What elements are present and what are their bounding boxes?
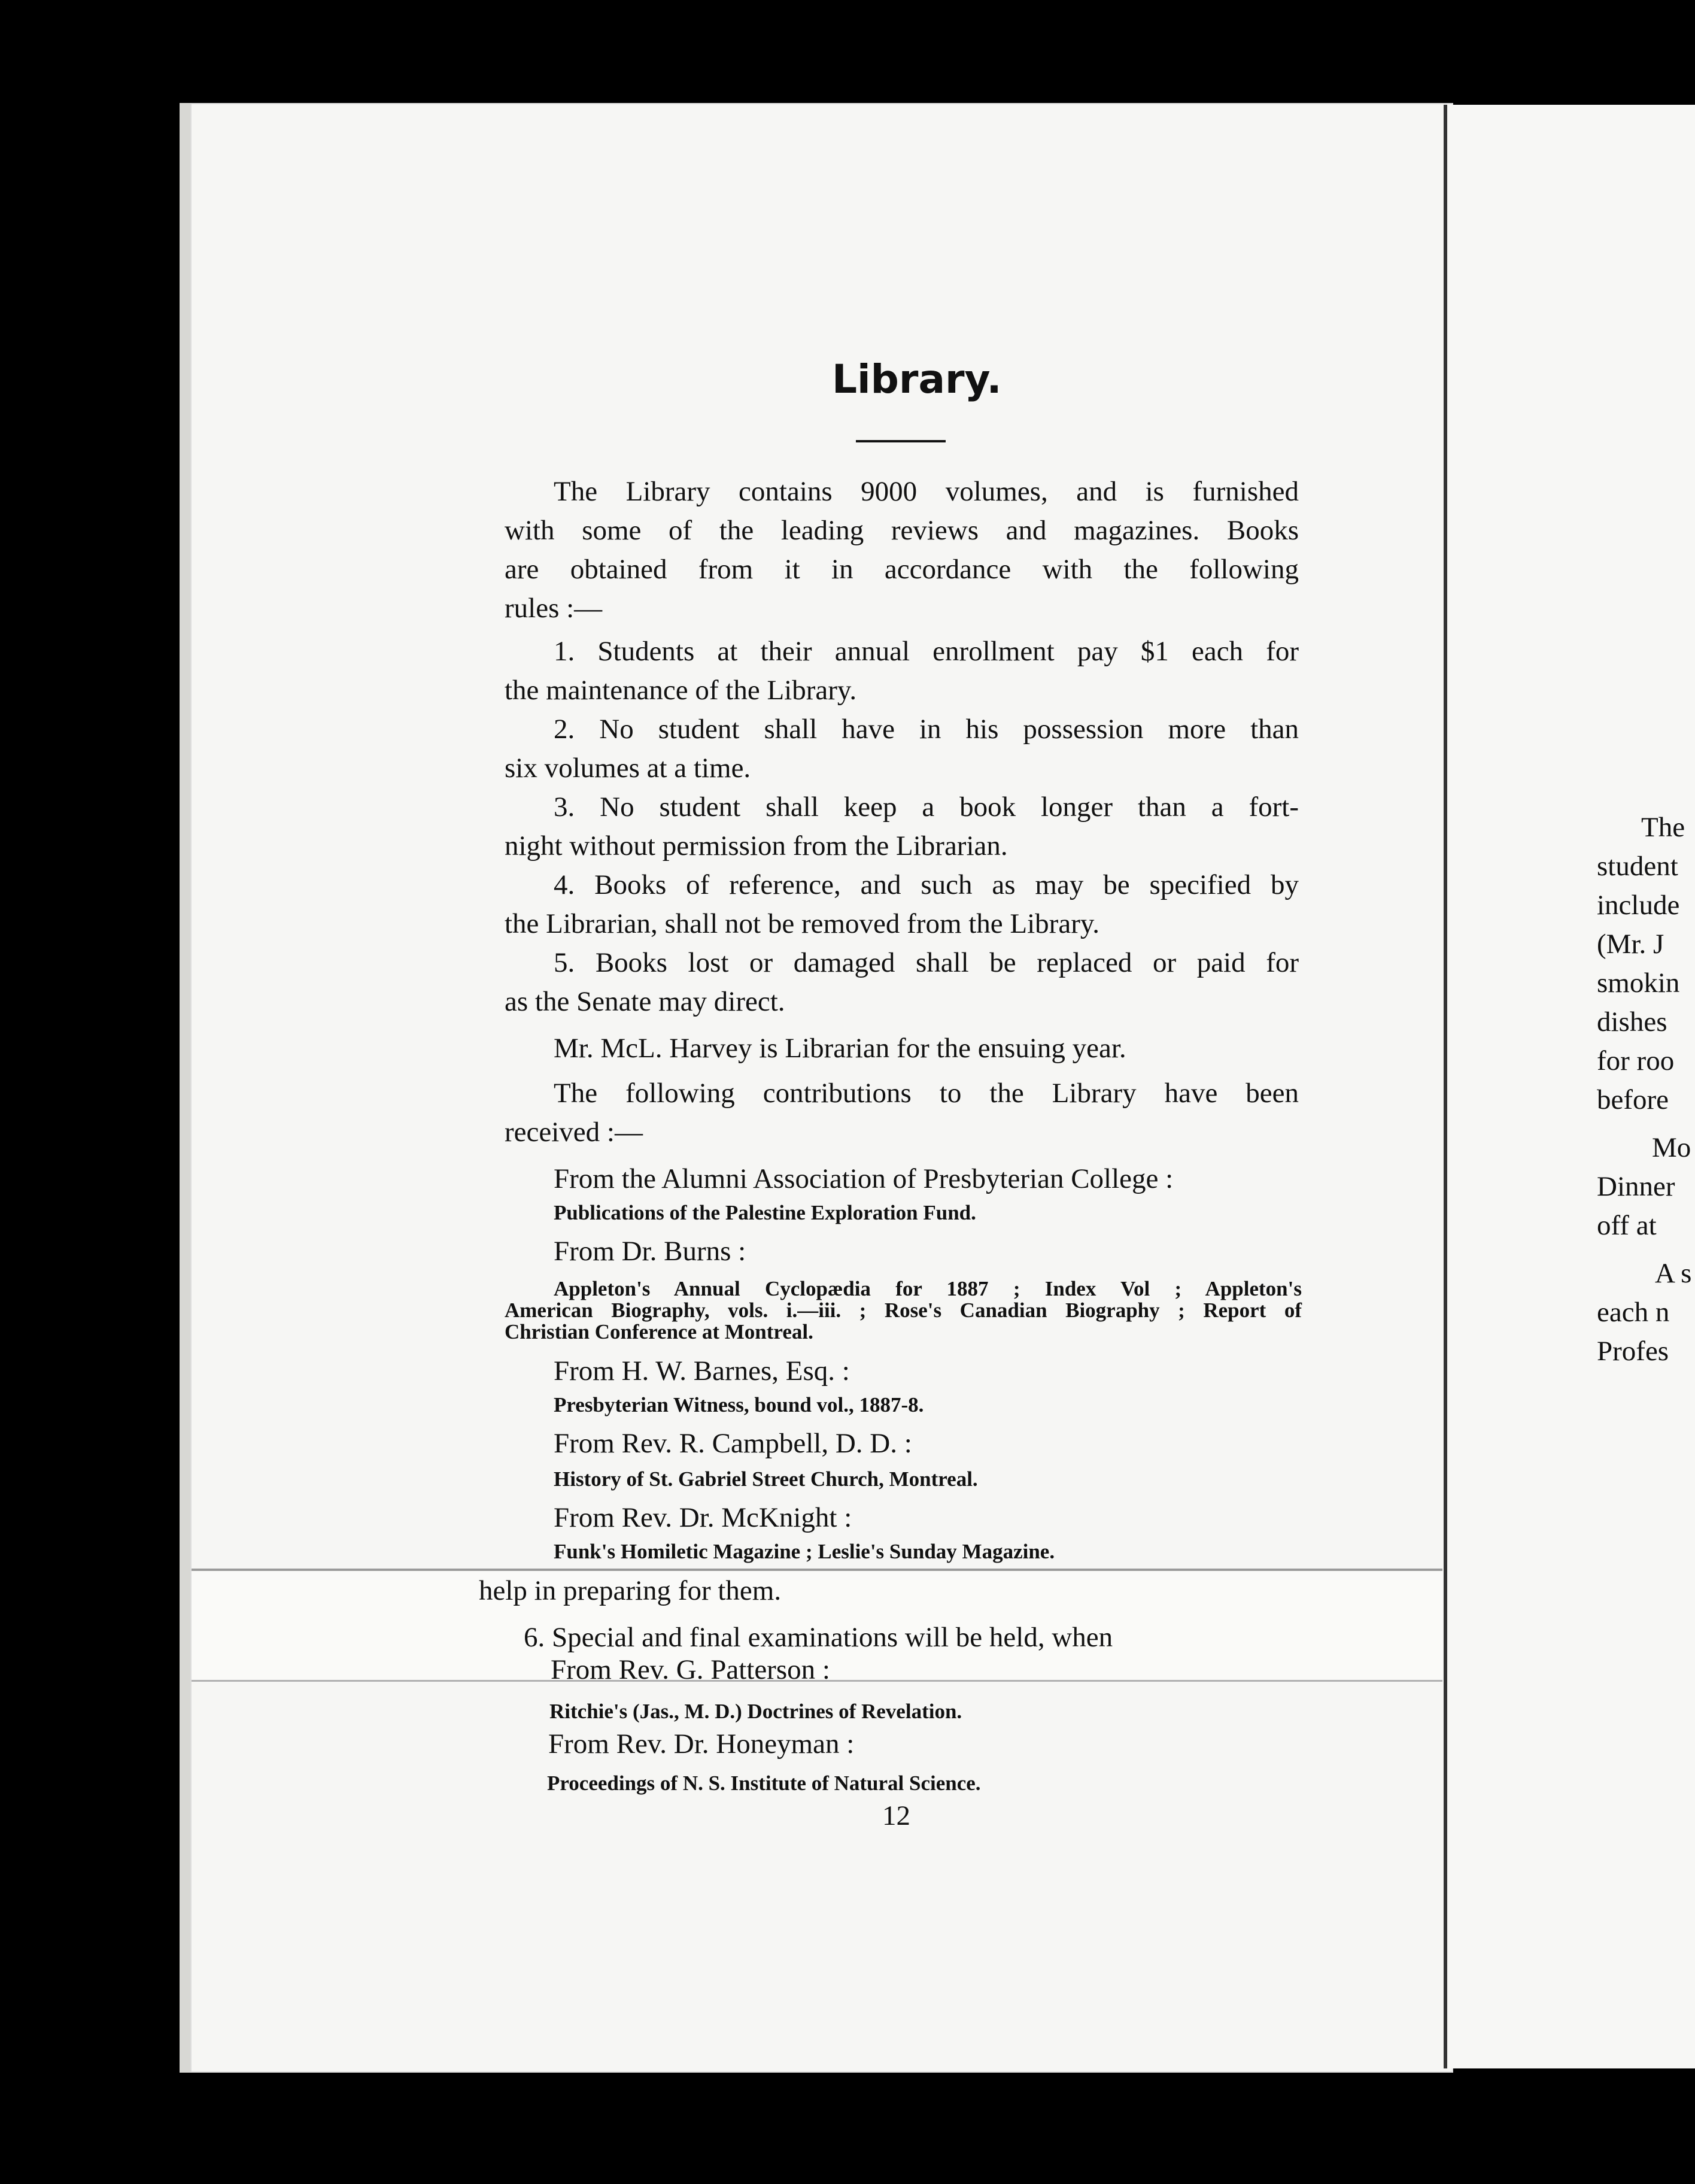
contrib-from: From H. W. Barnes, Esq. : <box>554 1355 850 1387</box>
contrib-item: Christian Conference at Montreal. <box>505 1320 813 1343</box>
title-rule <box>856 440 946 442</box>
intro-line: The Library contains 9000 volumes, and is furnished <box>554 476 1299 507</box>
contrib-from: From the Alumni Association of Presbyterian College : <box>554 1163 1174 1194</box>
page-number: 12 <box>882 1800 910 1831</box>
contrib-intro-line: The following contributions to the Library have been <box>554 1078 1299 1109</box>
contrib-from: From Dr. Burns : <box>554 1236 746 1267</box>
right-page-text: The <box>1641 812 1685 843</box>
contrib-item: History of St. Gabriel Street Church, Montreal. <box>554 1467 978 1491</box>
rule-3-line-2: night without permission from the Librarian. <box>505 830 1008 862</box>
right-page-text: Dinner <box>1597 1171 1675 1202</box>
strip-line: 6. Special and final examinations will be held, when <box>524 1622 1113 1653</box>
contrib-from: From Rev. G. Patterson : <box>551 1654 830 1685</box>
right-page-text: each n <box>1597 1297 1670 1328</box>
contrib-item: Ritchie's (Jas., M. D.) Doctrines of Revelation. <box>549 1700 962 1723</box>
right-page-text: dishes <box>1597 1006 1667 1038</box>
rule-2-line-2: six volumes at a time. <box>505 753 751 784</box>
librarian-line: Mr. McL. Harvey is Librarian for the ensuing year. <box>554 1033 1126 1064</box>
rule-1-line-2: the maintenance of the Library. <box>505 675 857 706</box>
rule-4-line-2: the Librarian, shall not be removed from the Library. <box>505 908 1100 939</box>
contrib-intro-line: received :— <box>505 1117 643 1148</box>
right-page-text: A s <box>1655 1258 1692 1289</box>
contrib-item: Publications of the Palestine Exploration Fund. <box>554 1201 976 1224</box>
strip-line: help in preparing for them. <box>479 1575 782 1606</box>
right-page-text: (Mr. J <box>1597 929 1664 960</box>
rule-3-line-1: 3. No student shall keep a book longer than a fort- <box>554 791 1299 823</box>
contrib-item: Appleton's Annual Cyclopædia for 1887 ; Index Vol ; Appleton's <box>554 1277 1302 1300</box>
right-page-text: Mo <box>1652 1132 1691 1163</box>
right-page-text: include <box>1597 890 1680 921</box>
rule-1-line-1: 1. Students at their annual enrollment pay $1 each for <box>554 636 1299 667</box>
right-page-text: Profes <box>1597 1336 1669 1367</box>
right-page-text: student <box>1597 851 1678 882</box>
intro-line: rules :— <box>505 593 603 624</box>
rule-2-line-1: 2. No student shall have in his possession more than <box>554 714 1299 745</box>
contrib-item: Presbyterian Witness, bound vol., 1887-8. <box>554 1393 924 1416</box>
contrib-item: American Biography, vols. i.—iii. ; Rose's Canadian Biography ; Report of <box>505 1299 1302 1322</box>
intro-line: with some of the leading reviews and magazines. Books <box>505 515 1299 546</box>
right-page-text: before <box>1597 1084 1669 1115</box>
contrib-from: From Rev. Dr. McKnight : <box>554 1502 852 1533</box>
contrib-from: From Rev. R. Campbell, D. D. : <box>554 1428 912 1459</box>
right-page-text: off at <box>1597 1210 1657 1241</box>
contrib-from: From Rev. Dr. Honeyman : <box>548 1728 855 1760</box>
rule-5-line-1: 5. Books lost or damaged shall be replaced or paid for <box>554 947 1299 978</box>
contrib-item: Proceedings of N. S. Institute of Natural Science. <box>547 1772 981 1795</box>
right-page-text: for roo <box>1597 1045 1675 1076</box>
rule-5-line-2: as the Senate may direct. <box>505 986 785 1017</box>
right-page-text: smokin <box>1597 967 1680 999</box>
page-title: Library. <box>832 356 1002 402</box>
intro-line: are obtained from it in accordance with the following <box>505 554 1299 585</box>
contrib-item: Funk's Homiletic Magazine ; Leslie's Sunday Magazine. <box>554 1540 1055 1563</box>
rule-4-line-1: 4. Books of reference, and such as may be specified by <box>554 869 1299 900</box>
